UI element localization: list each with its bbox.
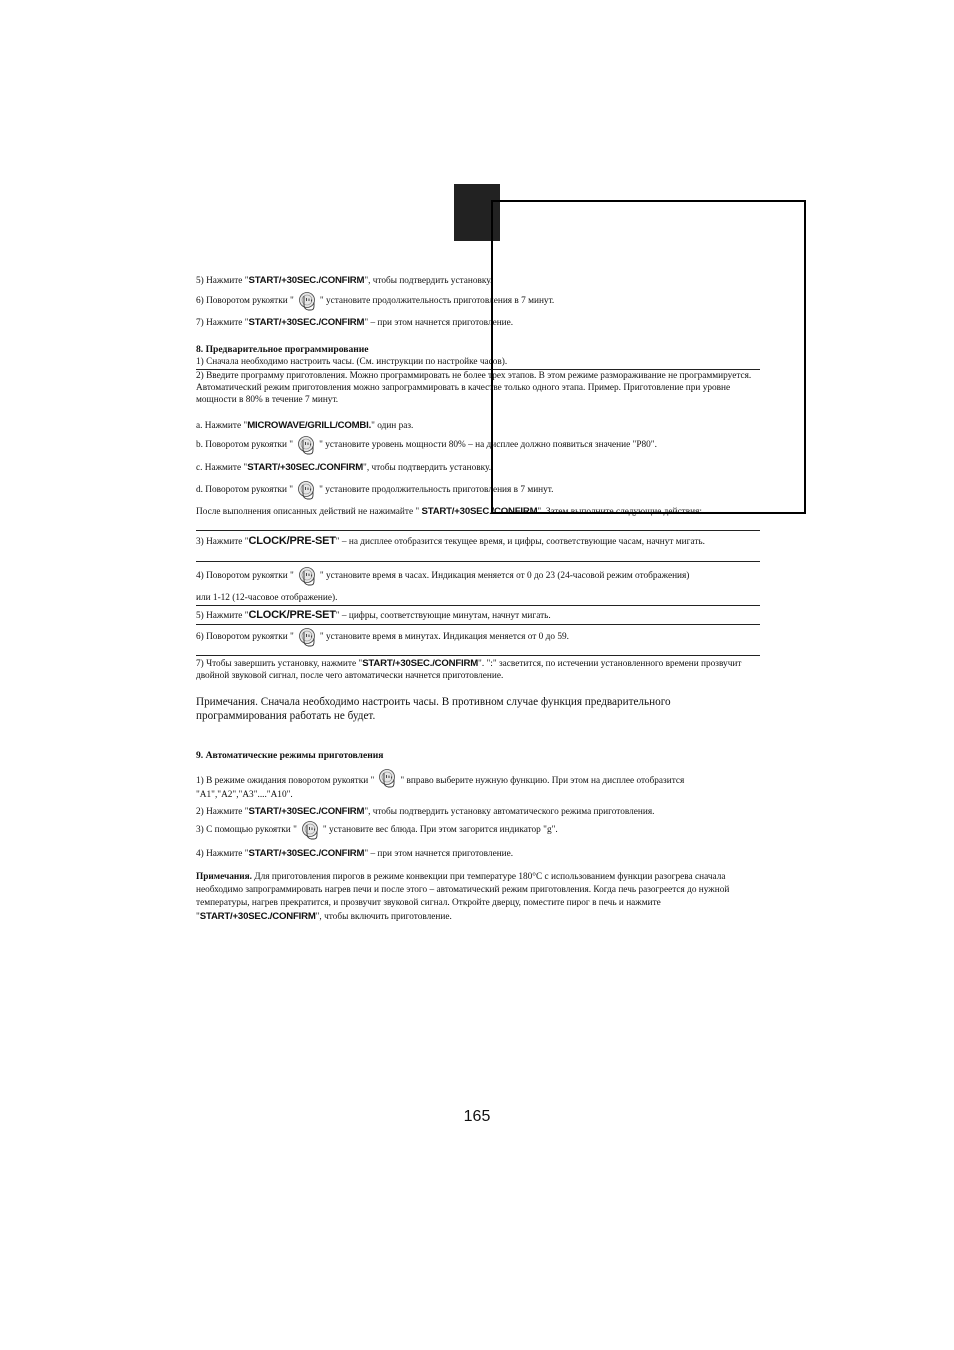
step-d: d. Поворотом рукоятки " " установите продолжительность приготовления в 7 минут. <box>196 479 760 501</box>
auto-step-2: 2) Нажмите "START/+30SEC./CONFIRM", чтобы подтвердить установку автоматического режима приготовления. <box>196 806 655 817</box>
clock-button-label: CLOCK/PRE-SET <box>248 535 336 547</box>
dial-knob-icon <box>296 290 318 312</box>
start-button-label: START/+30SEC./CONFIRM <box>199 911 316 922</box>
section8-title: 8. Предварительное программирование <box>196 344 369 355</box>
dial-knob-icon <box>295 434 317 456</box>
divider <box>196 624 760 625</box>
start-button-label: START/+30SEC./CONFIRM <box>248 275 365 286</box>
dial-knob-icon <box>376 767 398 789</box>
start-button-label: START/+30SEC./CONFIRM <box>247 462 364 473</box>
preset-step-4-cont: или 1-12 (12-часовое отображение). <box>196 593 338 603</box>
auto-step-1: 1) В режиме ожидания поворотом рукоятки " " вправо выберите нужную функцию. При этом на дисплее отобразится "A1","A2","A3"...."A10". <box>196 773 760 801</box>
dial-knob-icon <box>296 626 318 648</box>
step-b: b. Поворотом рукоятки " " установите уровень мощности 80% – на дисплее должно появиться значение "P80". <box>196 434 760 456</box>
preset-step-6: 6) Поворотом рукоятки " " установите время в минутах. Индикация меняется от 0 до 59. <box>196 626 760 648</box>
start-button-label: START/+30SEC./CONFIRM <box>248 848 365 859</box>
overlay-frame <box>491 200 806 514</box>
dial-knob-icon <box>296 565 318 587</box>
preset-step-3: 3) Нажмите "CLOCK/PRE-SET" – на дисплее отобразится текущее время, и цифры, соответствующие часам, начнут мигать. <box>196 535 705 547</box>
microwave-button-label: MICROWAVE/GRILL/COMBI. <box>247 420 372 431</box>
note-label: Примечания. <box>196 872 252 882</box>
top-step-6: 6) Поворотом рукоятки " " установите продолжительность приготовления в 7 минут. <box>196 290 760 312</box>
start-button-label: START/+30SEC./CONFIRM <box>421 506 538 517</box>
preset-step-7: 7) Чтобы завершить установку, нажмите "START/+30SEC./CONFIRM". ":" засветится, по истечении установленного времени прозвучит двойной звуковой сигнал, после чего автоматически начнется приготовление. <box>196 658 742 681</box>
after-instructions: После выполнения описанных действий не нажимайте " START/+30SEC./CONFIRM". Затем выполните следующие действия: <box>196 506 702 517</box>
preset-step-4: 4) Поворотом рукоятки " " установите время в часах. Индикация меняется от 0 до 23 (24-часовой режим отображения) <box>196 565 760 587</box>
preset-step-5: 5) Нажмите "CLOCK/PRE-SET" – цифры, соответствующие минутам, начнут мигать. <box>196 609 551 621</box>
auto-step-3: 3) С помощью рукоятки " " установите вес блюда. При этом загорится индикатор "g". <box>196 819 760 841</box>
divider <box>196 530 760 531</box>
clock-button-label: CLOCK/PRE-SET <box>248 609 336 621</box>
auto-step-4: 4) Нажмите "START/+30SEC./CONFIRM" – при этом начнется приготовление. <box>196 848 514 859</box>
divider <box>196 655 760 656</box>
section9-note: Примечания. Для приготовления пирогов в режиме конвекции при температуре 180°C с использованием функции разогрева сначала необходимо запрограммировать нагрев печи и после этого – автоматический режим приготовления. Когда печь разогреется до нужной температуры, нагрев прекратится, и прозвучит звуковой сигнал. Откройте дверцу, поместите пирог в печь и нажмите "START/+30SEC./CONFIRM", чтобы включить приготовление. <box>196 872 730 922</box>
section8-p1: 1) Сначала необходимо настроить часы. (См. инструкции по настройке часов). <box>196 357 508 367</box>
dial-knob-icon <box>295 479 317 501</box>
page-number: 165 <box>463 1108 491 1125</box>
section9-title: 9. Автоматические режимы приготовления <box>196 750 384 761</box>
dial-knob-icon <box>299 819 321 841</box>
step-a: a. Нажмите "MICROWAVE/GRILL/COMBI." один раз. <box>196 420 414 431</box>
top-step-5: 5) Нажмите "START/+30SEC./CONFIRM", чтобы подтвердить установку. <box>196 275 493 286</box>
divider <box>196 561 760 562</box>
step-c: c. Нажмите "START/+30SEC./CONFIRM", чтобы подтвердить установку. <box>196 462 492 473</box>
top-step-7: 7) Нажмите "START/+30SEC./CONFIRM" – при этом начнется приготовление. <box>196 317 514 328</box>
start-button-label: START/+30SEC./CONFIRM <box>248 806 365 817</box>
section8-note: Примечания. Сначала необходимо настроить часы. В противном случае функция предварительного программирования работать не будет. <box>196 696 671 722</box>
divider <box>196 605 760 606</box>
start-button-label: START/+30SEC./CONFIRM <box>248 317 365 328</box>
start-button-label: START/+30SEC./CONFIRM <box>362 658 479 669</box>
section8-p2: 2) Введите программу приготовления. Можно программировать не более трех этапов. В этом режиме размораживание не программируется. Автоматический режим приготовления можно запрограммировать в качестве только одного этапа. Пример. Приготовление при уровне мощности в 80% в течение 7 минут. <box>196 371 752 405</box>
